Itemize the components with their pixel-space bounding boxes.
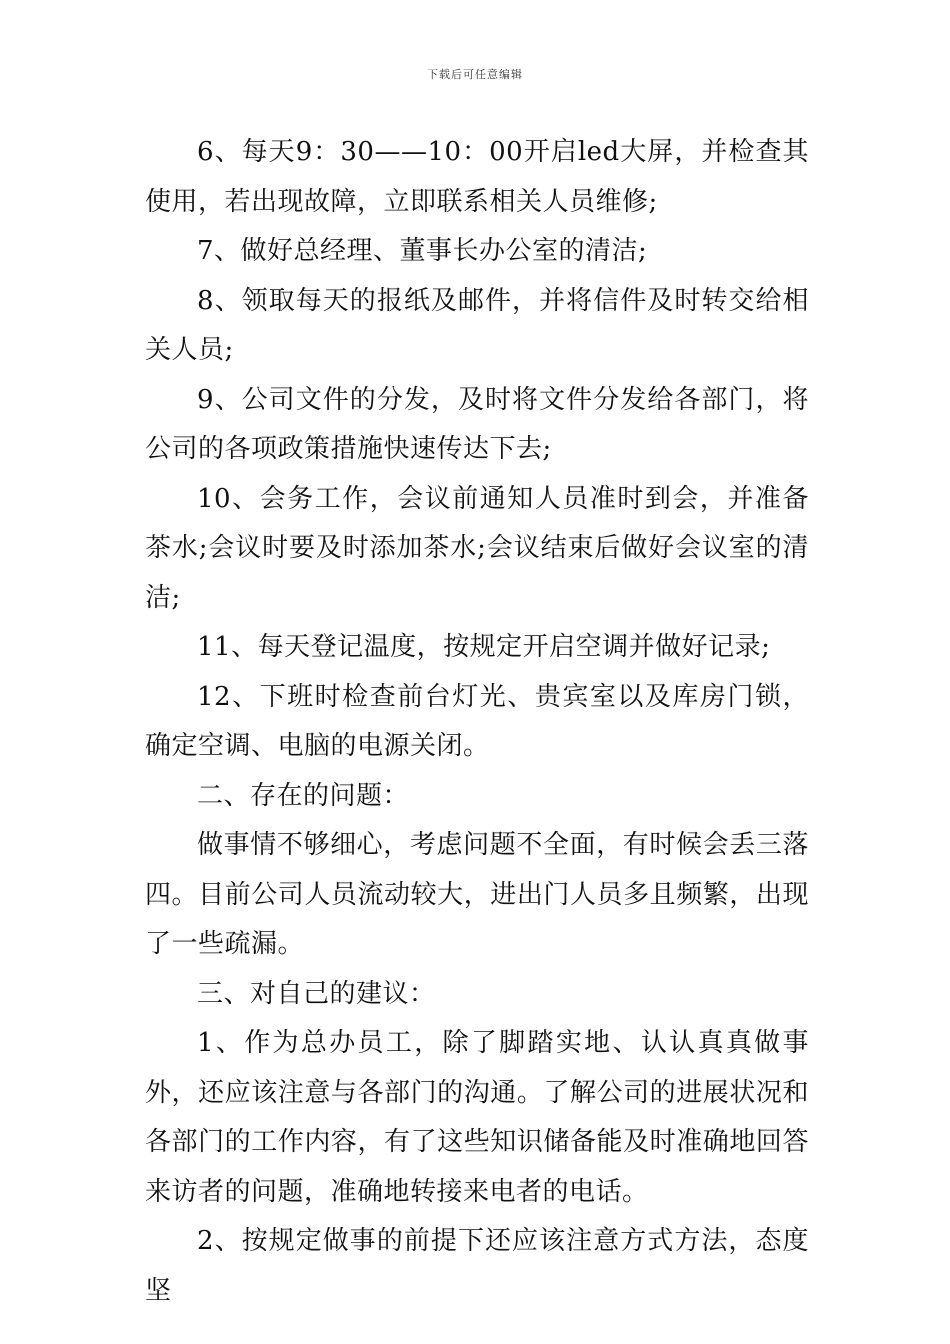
paragraph-item-9: 9、公司文件的分发，及时将文件分发给各部门，将公司的各项政策措施快速传达下去; (145, 384, 809, 464)
paragraph-problems: 做事情不够细心，考虑问题不全面，有时候会丢三落四。目前公司人员流动较大，进出门人员多且频繁，出现了一些疏漏。 (145, 830, 809, 959)
paragraph-item-7: 7、做好总经理、董事长办公室的清洁; (197, 236, 648, 266)
paragraph-item-8: 8、领取每天的报纸及邮件，并将信件及时转交给相关人员; (145, 285, 809, 365)
section-heading-problems: 二、存在的问题： (197, 780, 410, 811)
paragraph-suggestion-2: 2、按规定做事的前提下还应该注意方式方法，态度坚 (145, 1226, 809, 1306)
paragraph-item-6: 6、每天9：30——10：00开启led大屏，并检查其使用，若出现故障，立即联系相关人员维修; (145, 137, 809, 217)
paragraph-item-11: 11、每天登记温度，按规定开启空调并做好记录; (197, 632, 771, 662)
page-header: 下载后可任意编辑 (427, 68, 523, 81)
document-body (145, 128, 809, 1316)
section-heading-suggestions: 三、对自己的建议： (197, 978, 436, 1009)
paragraph-item-10: 10、会务工作，会议前通知人员准时到会，并准备茶水;会议时要及时添加茶水;会议结束后做好会议室的清洁; (145, 483, 809, 613)
paragraph-suggestion-1: 1、作为总办员工，除了脚踏实地、认认真真做事外，还应该注意与各部门的沟通。了解公司的进展状况和各部门的工作内容，有了这些知识储备能及时准确地回答来访者的问题，准确地转接来电者的电话。 (145, 1028, 809, 1207)
paragraph-item-12: 12、下班时检查前台灯光、贵宾室以及库房门锁，确定空调、电脑的电源关闭。 (145, 681, 809, 761)
